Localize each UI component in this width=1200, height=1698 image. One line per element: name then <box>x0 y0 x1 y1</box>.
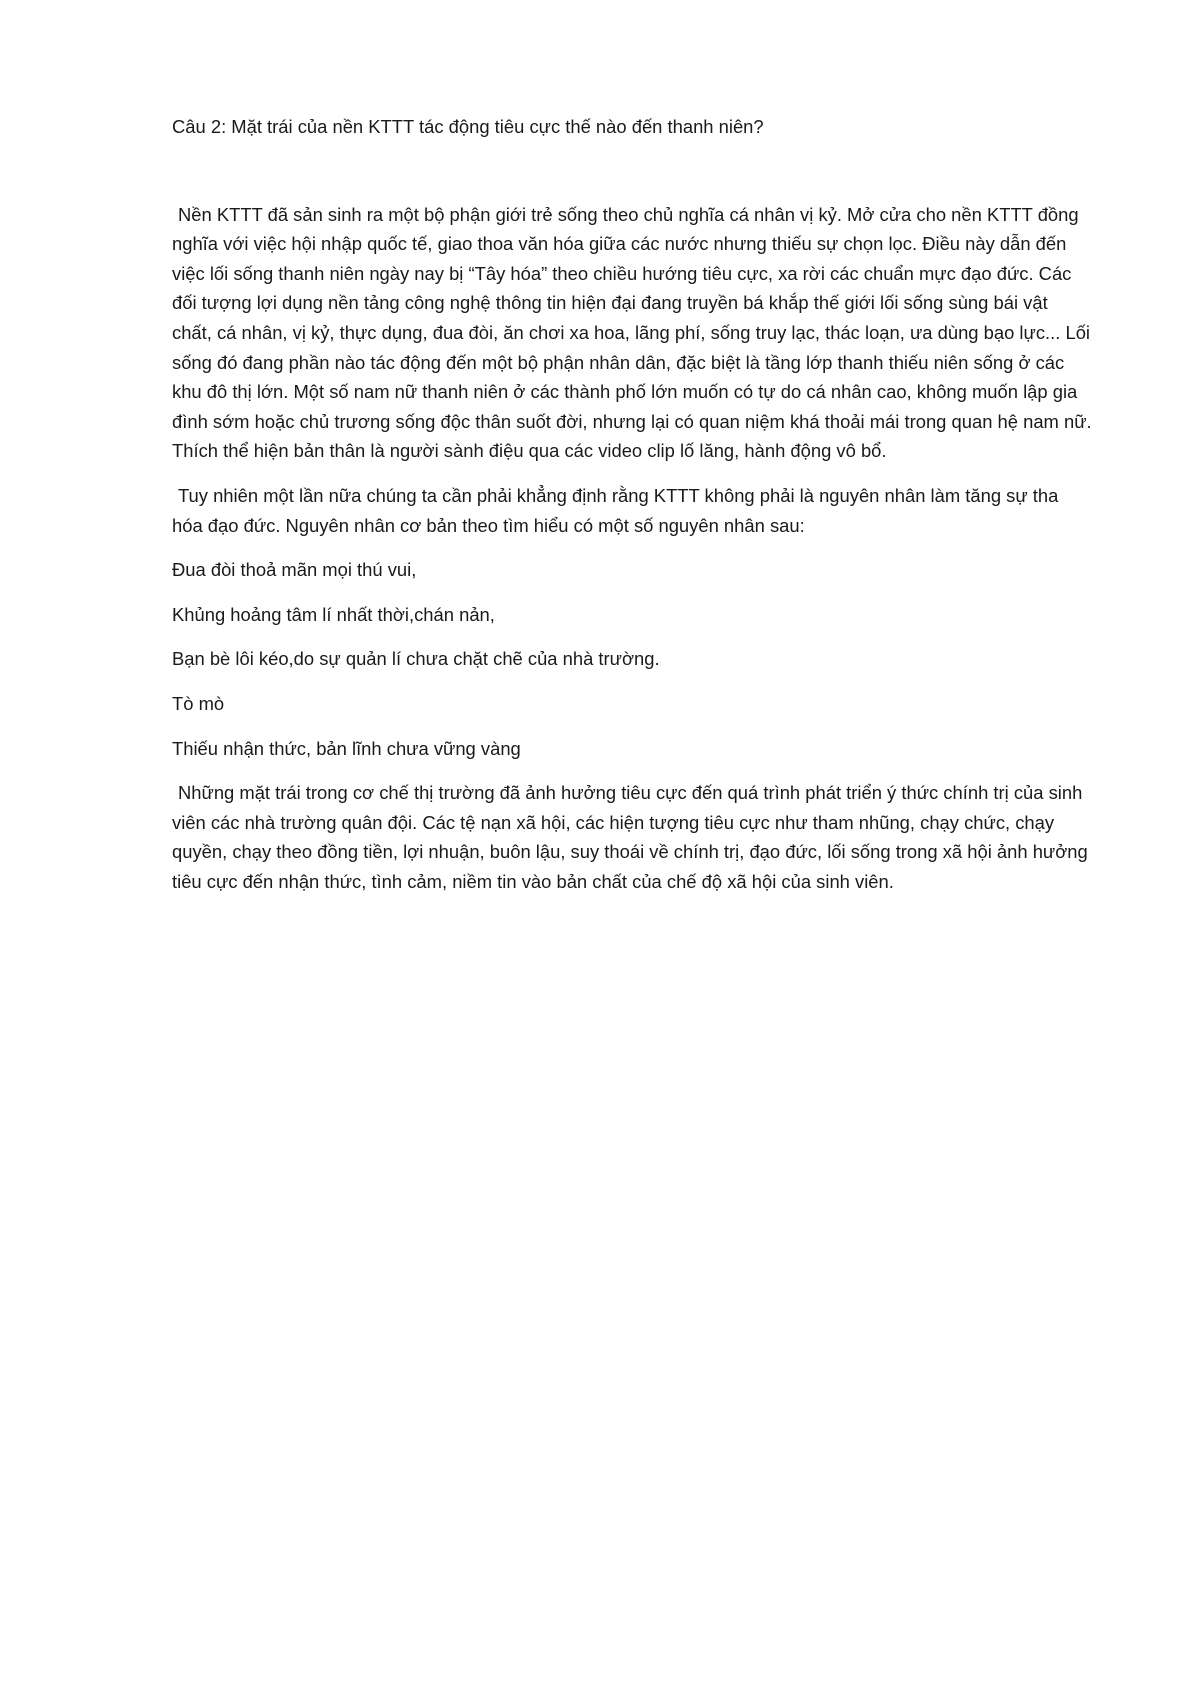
cause-item: Thiếu nhận thức, bản lĩnh chưa vững vàng <box>172 737 521 759</box>
cause-item: Đua đòi thoả mãn mọi thú vui, <box>172 559 417 581</box>
paragraph-causes-intro: Tuy nhiên một lần nữa chúng ta cần phải khẳng định rằng KTTT không phải là nguyên nhân làm tăng sự tha hóa đạo đức. Nguyên nhân cơ bản theo tìm hiểu có một số nguyên nhân sau: <box>172 484 1059 536</box>
question-heading: Câu 2: Mặt trái của nền KTTT tác động tiêu cực thế nào đến thanh niên? <box>172 116 764 137</box>
cause-item: Bạn bè lôi kéo,do sự quản lí chưa chặt chẽ của nhà trường. <box>172 648 660 670</box>
cause-item: Tò mò <box>172 692 225 714</box>
paragraph-conclusion: Những mặt trái trong cơ chế thị trường đã ảnh hưởng tiêu cực đến quá trình phát triển ý thức chính trị của sinh viên các nhà trường quân đội. Các tệ nạn xã hội, các hiện tượng tiêu cực như tham nhũng, chạy chức, chạy quyền, chạy theo đồng tiền, lợi nhuận, buôn lậu, suy thoái về chính trị, đạo đức, lối sống trong xã hội ảnh hưởng tiêu cực đến nhận thức, tình cảm, niềm tin vào bản chất của chế độ xã hội của sinh viên. <box>172 782 1088 892</box>
cause-item: Khủng hoảng tâm lí nhất thời,chán nản, <box>172 603 495 625</box>
paragraph-market-effects: Nền KTTT đã sản sinh ra một bộ phận giới trẻ sống theo chủ nghĩa cá nhân vị kỷ. Mở cửa cho nền KTTT đồng nghĩa với việc hội nhập quốc tế, giao thoa văn hóa giữa các nước nhưng thiếu sự chọn lọc. Điều này dẫn đến việc lối sống thanh niên ngày nay bị “Tây hóa” theo chiều hướng tiêu cực, xa rời các chuẩn mực đạo đức. Các đối tượng lợi dụng nền tảng công nghệ thông tin hiện đại đang truyền bá khắp thế giới lối sống sùng bái vật chất, cá nhân, vị kỷ, thực dụng, đua đòi, ăn chơi xa hoa, lãng phí, sống truy lạc, thác loạn, ưa dùng bạo lực... Lối sống đó đang phần nào tác động đến một bộ phận nhân dân, đặc biệt là tầng lớp thanh thiếu niên sống ở các khu đô thị lớn. Một số nam nữ thanh niên ở các thành phố lớn muốn có tự do cá nhân cao, không muốn lập gia đình sớm hoặc chủ trương sống độc thân suốt đời, nhưng lại có quan niệm khá thoải mái trong quan hệ nam nữ. Thích thể hiện bản thân là người sành điệu qua các video clip lố lăng, hành động vô bổ. <box>172 203 1092 462</box>
document-body <box>172 112 1092 911</box>
